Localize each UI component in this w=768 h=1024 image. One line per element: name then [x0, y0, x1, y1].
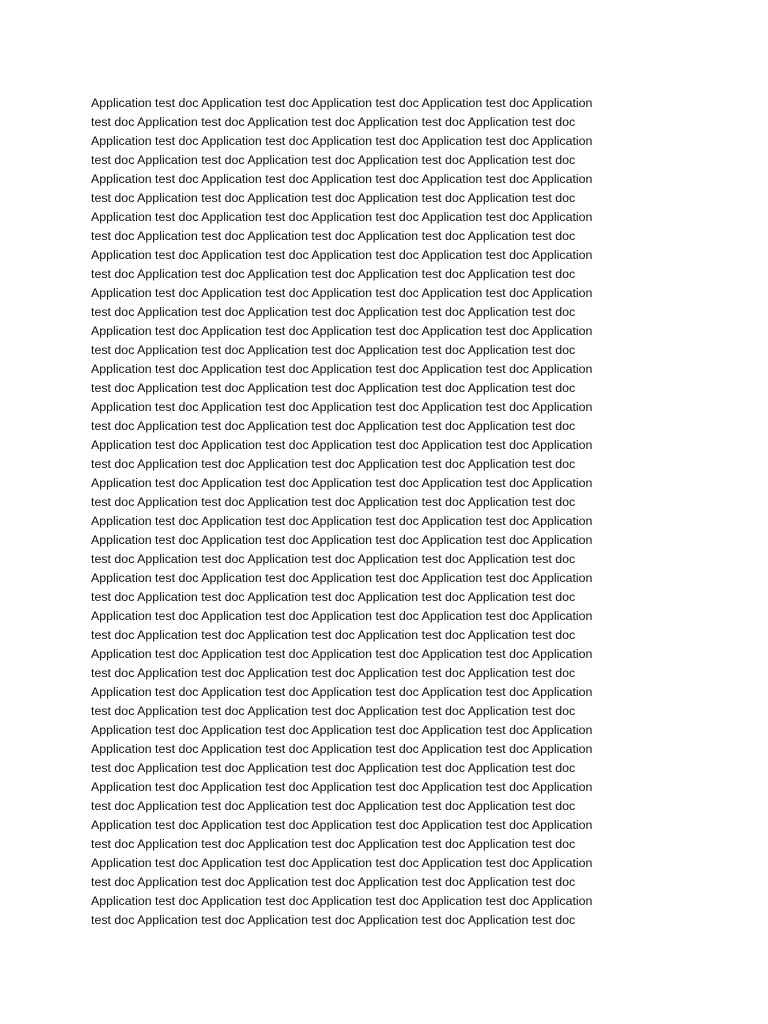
text-line: Application test doc Application test doc Application test doc Application test doc Application: [91, 723, 593, 737]
text-line: test doc Application test doc Application test doc Application test doc Application test doc: [91, 799, 576, 813]
text-line: test doc Application test doc Application test doc Application test doc Application test doc: [91, 628, 576, 642]
text-line: Application test doc Application test doc Application test doc Application test doc Application: [91, 571, 593, 585]
text-line: test doc Application test doc Application test doc Application test doc Application test doc: [91, 419, 576, 433]
text-line: test doc Application test doc Application test doc Application test doc Application test doc: [91, 229, 576, 243]
text-line: test doc Application test doc Application test doc Application test doc Application test doc: [91, 495, 576, 509]
text-line: Application test doc Application test doc Application test doc Application test doc Application: [91, 400, 593, 414]
text-line: test doc Application test doc Application test doc Application test doc Application test doc: [91, 267, 576, 281]
text-line: Application test doc Application test doc Application test doc Application test doc Application: [91, 856, 593, 870]
text-line: test doc Application test doc Application test doc Application test doc Application test doc: [91, 457, 576, 471]
text-line: Application test doc Application test doc Application test doc Application test doc Application: [91, 685, 593, 699]
text-line: Application test doc Application test doc Application test doc Application test doc Application: [91, 96, 593, 110]
text-line: Application test doc Application test doc Application test doc Application test doc Application: [91, 324, 593, 338]
text-line: Application test doc Application test doc Application test doc Application test doc Application: [91, 742, 593, 756]
text-line: Application test doc Application test doc Application test doc Application test doc Application: [91, 894, 593, 908]
document-body-text: [91, 94, 691, 930]
text-line: test doc Application test doc Application test doc Application test doc Application test doc: [91, 305, 576, 319]
text-line: Application test doc Application test doc Application test doc Application test doc Application: [91, 780, 593, 794]
text-line: test doc Application test doc Application test doc Application test doc Application test doc: [91, 191, 576, 205]
text-line: test doc Application test doc Application test doc Application test doc Application test doc: [91, 552, 576, 566]
text-line: Application test doc Application test doc Application test doc Application test doc Application: [91, 818, 593, 832]
text-line: Application test doc Application test doc Application test doc Application test doc Application: [91, 210, 593, 224]
text-line: test doc Application test doc Application test doc Application test doc Application test doc: [91, 381, 576, 395]
text-line: test doc Application test doc Application test doc Application test doc Application test doc: [91, 666, 576, 680]
text-line: Application test doc Application test doc Application test doc Application test doc Application: [91, 362, 593, 376]
text-line: Application test doc Application test doc Application test doc Application test doc Application: [91, 438, 593, 452]
text-line: Application test doc Application test doc Application test doc Application test doc Application: [91, 609, 593, 623]
text-line: Application test doc Application test doc Application test doc Application test doc Application: [91, 134, 593, 148]
text-line: Application test doc Application test doc Application test doc Application test doc Application: [91, 172, 593, 186]
text-line: Application test doc Application test doc Application test doc Application test doc Application: [91, 248, 593, 262]
text-line: test doc Application test doc Application test doc Application test doc Application test doc: [91, 590, 576, 604]
text-line: Application test doc Application test doc Application test doc Application test doc Application: [91, 533, 593, 547]
text-line: test doc Application test doc Application test doc Application test doc Application test doc: [91, 153, 576, 167]
text-line: Application test doc Application test doc Application test doc Application test doc Application: [91, 647, 593, 661]
text-line: test doc Application test doc Application test doc Application test doc Application test doc: [91, 913, 576, 927]
text-line: Application test doc Application test doc Application test doc Application test doc Application: [91, 514, 593, 528]
text-line: test doc Application test doc Application test doc Application test doc Application test doc: [91, 761, 576, 775]
text-line: test doc Application test doc Application test doc Application test doc Application test doc: [91, 115, 576, 129]
text-line: test doc Application test doc Application test doc Application test doc Application test doc: [91, 704, 576, 718]
text-line: test doc Application test doc Application test doc Application test doc Application test doc: [91, 343, 576, 357]
text-line: Application test doc Application test doc Application test doc Application test doc Application: [91, 286, 593, 300]
text-line: test doc Application test doc Application test doc Application test doc Application test doc: [91, 875, 576, 889]
text-line: Application test doc Application test doc Application test doc Application test doc Application: [91, 476, 593, 490]
text-line: test doc Application test doc Application test doc Application test doc Application test doc: [91, 837, 576, 851]
